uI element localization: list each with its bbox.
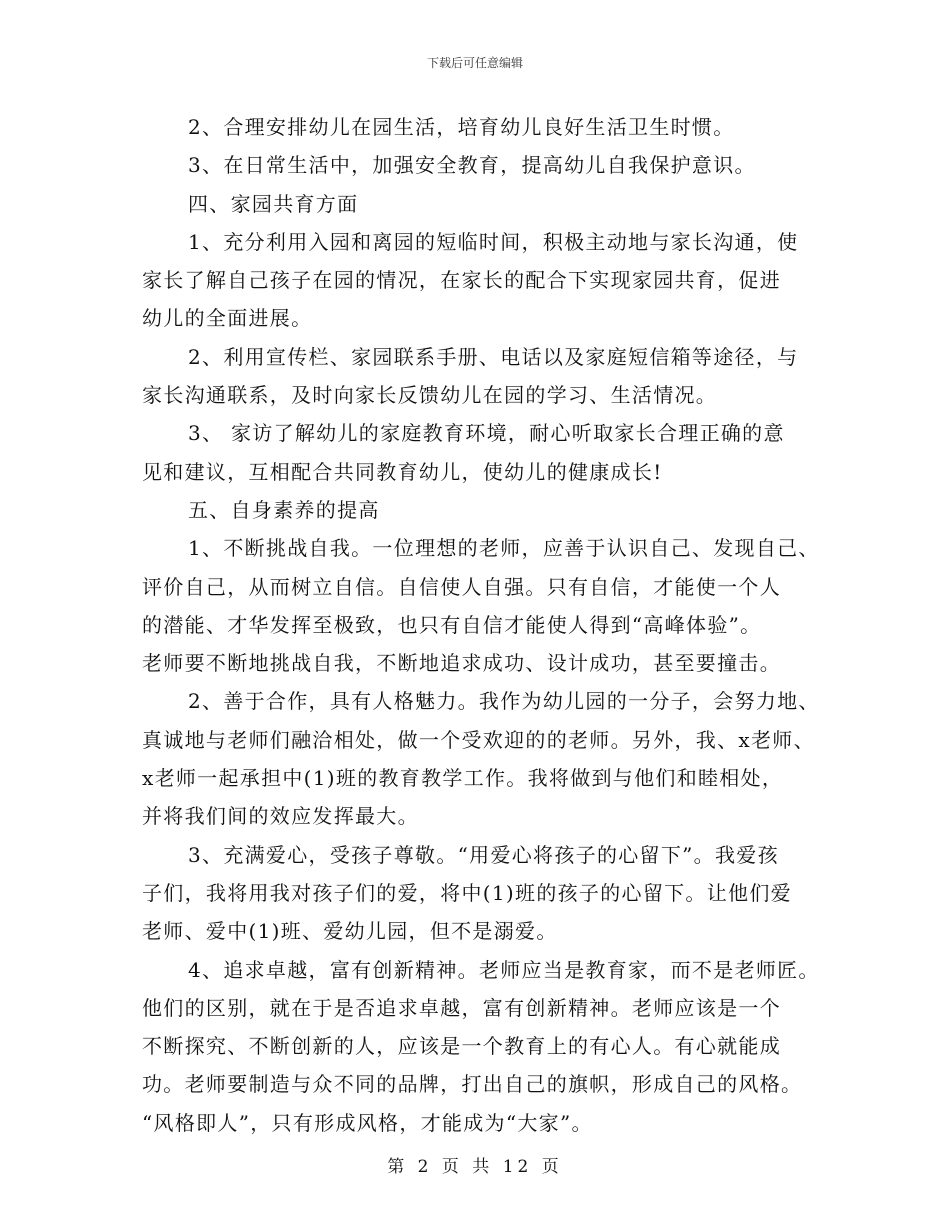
text-line: 五、自身素养的提高 (188, 497, 380, 522)
text-line: 老师要不断地挑战自我，不断地追求成功、设计成功，甚至要撞击。 (142, 651, 781, 676)
text-line: 3、在日常生活中，加强安全教育，提高幼儿自我保护意识。 (188, 153, 756, 178)
text-line: 3、 家访了解幼儿的家庭教育环境，耐心听取家长合理正确的意 (188, 421, 785, 446)
text-line: 2、善于合作，具有人格魅力。我作为幼儿园的一分子，会努力地、 (188, 689, 820, 714)
text-line: 不断探究、不断创新的人，应该是一个教育上的有心人。有心就能成 (142, 1034, 781, 1059)
text-line: “风格即人”，只有形成风格，才能成为“大家”。 (142, 1110, 593, 1135)
text-line: 家长了解自己孩子在园的情况，在家长的配合下实现家园共育，促进 (142, 268, 781, 293)
page-footer: 第 2 页 共 12 页 (387, 1157, 563, 1177)
page-header: 下载后可任意编辑 (426, 56, 523, 70)
text-line: 3、充满爱心，受孩子尊敬。“用爱心将孩子的心留下”。我爱孩 (188, 842, 779, 867)
text-line: 2、利用宣传栏、家园联系手册、电话以及家庭短信箱等途径，与 (188, 344, 799, 369)
text-line: x老师一起承担中(1)班的教育教学工作。我将做到与他们和睦相处， (142, 766, 784, 791)
text-line: 幼儿的全面进展。 (142, 306, 313, 331)
text-line: 2、合理安排幼儿在园生活，培育幼儿良好生活卫生时惯。 (188, 115, 735, 139)
text-line: 四、家园共育方面 (188, 191, 359, 216)
text-line: 1、不断挑战自我。一位理想的老师，应善于认识自己、发现自己、 (188, 536, 820, 561)
text-line: 的潜能、才华发挥至极致，也只有自信才能使人得到“高峰体验”。 (142, 612, 762, 637)
text-line: 1、充分利用入园和离园的短临时间，积极主动地与家长沟通，使 (188, 229, 799, 254)
text-line: 子们，我将用我对孩子们的爱，将中(1)班的孩子的心留下。让他们爱 (142, 880, 792, 905)
text-line: 并将我们间的效应发挥最大。 (142, 804, 419, 829)
document-body (142, 108, 832, 1142)
text-line: 真诚地与老师们融洽相处，做一个受欢迎的的老师。另外，我、x老师、 (142, 727, 815, 752)
text-line: 功。老师要制造与众不同的品牌，打出自己的旗帜，形成自己的风格。 (142, 1072, 803, 1097)
text-line: 他们的区别，就在于是否追求卓越，富有创新精神。老师应该是一个 (142, 995, 781, 1020)
text-line: 评价自己，从而树立自信。自信使人自强。只有自信，才能使一个人 (142, 574, 781, 599)
text-line: 4、追求卓越，富有创新精神。老师应当是教育家，而不是老师匠。 (188, 957, 820, 982)
text-line: 见和建议，互相配合共同教育幼儿，使幼儿的健康成长! (142, 459, 663, 484)
text-line: 家长沟通联系，及时向家长反馈幼儿在园的学习、生活情况。 (142, 383, 718, 408)
text-line: 老师、爱中(1)班、爱幼儿园，但不是溺爱。 (142, 919, 558, 944)
